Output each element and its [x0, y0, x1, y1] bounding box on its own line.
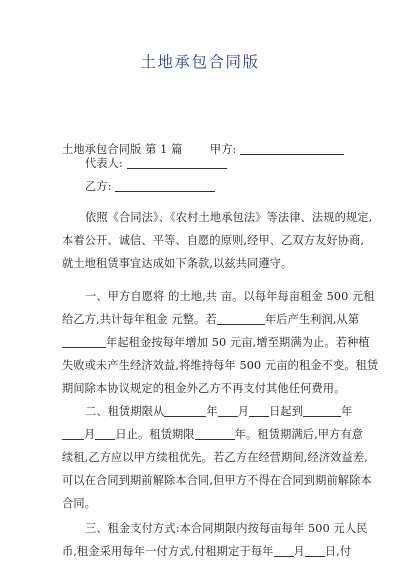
- years-blank: [217, 313, 265, 325]
- body-line-2: 本着公开、诚信、平等、自愿的原则,经甲、乙双方友好协商,: [62, 234, 365, 247]
- party-b-label: 乙方:: [85, 180, 112, 193]
- party-b-blank: [115, 180, 215, 192]
- clause-1-line-4: 失败或未产生经济效益,将维持每年 500 元亩的租金不变。租赁: [62, 359, 379, 372]
- year-start-blank: [62, 336, 106, 348]
- clause-2-line-3: 续租,乙方应以甲方续租优先。若乙方在经营期间,经济效益差,: [62, 451, 368, 464]
- clause-3-line-2: 币,租金采用每年一付方式,付租期定于每年 月 日,付: [62, 545, 352, 558]
- clause-2-line-4: 可以在合同到期前解除本合同,但甲方不得在合同到期前解除本: [62, 474, 372, 487]
- clause-2-line-2: 月 日止。租赁期限 年。租赁期满后,甲方有意: [62, 428, 362, 442]
- party-b-line: [85, 180, 385, 194]
- document-title: 土地承包合同版: [140, 53, 260, 71]
- party-a-label: 甲方:: [209, 143, 237, 156]
- clause-1-line-1: 一、甲方自愿将 的土地,共 亩。以每年每亩租金 500 元租: [85, 290, 375, 303]
- body-line-1: 依照《合同法》、《农村土地承包法》等法律、法规的规定,: [85, 211, 373, 224]
- representative-line: [85, 157, 385, 171]
- clause-1-line-2: 给乙方,共计每年租金 元整。若 年后产生利润,从第: [62, 313, 360, 326]
- party-a-blank: [240, 143, 344, 155]
- representative-blank: [127, 157, 227, 169]
- contract-label: 土地承包合同版 第 1 篇: [62, 143, 183, 156]
- header-line: [62, 143, 362, 157]
- representative-label: 代表人:: [85, 157, 123, 170]
- clause-2-line-1: 二、租赁期限从 年 月 日起到 年: [85, 405, 353, 418]
- clause-1-line-5: 期间除本协议规定的租金外乙方不再支付其他任何费用。: [62, 382, 346, 395]
- clause-1-line-3: 年起租金按每年增加 50 元亩,增至期满为止。若种植: [62, 336, 362, 350]
- clause-2-line-5: 合同。: [62, 497, 97, 510]
- body-line-3: 就土地租赁事宜达成如下条款,以兹共同遵守。: [62, 257, 293, 270]
- clause-3-line-1: 三、租金支付方式:本合同期限内按每亩每年 500 元人民: [85, 522, 368, 535]
